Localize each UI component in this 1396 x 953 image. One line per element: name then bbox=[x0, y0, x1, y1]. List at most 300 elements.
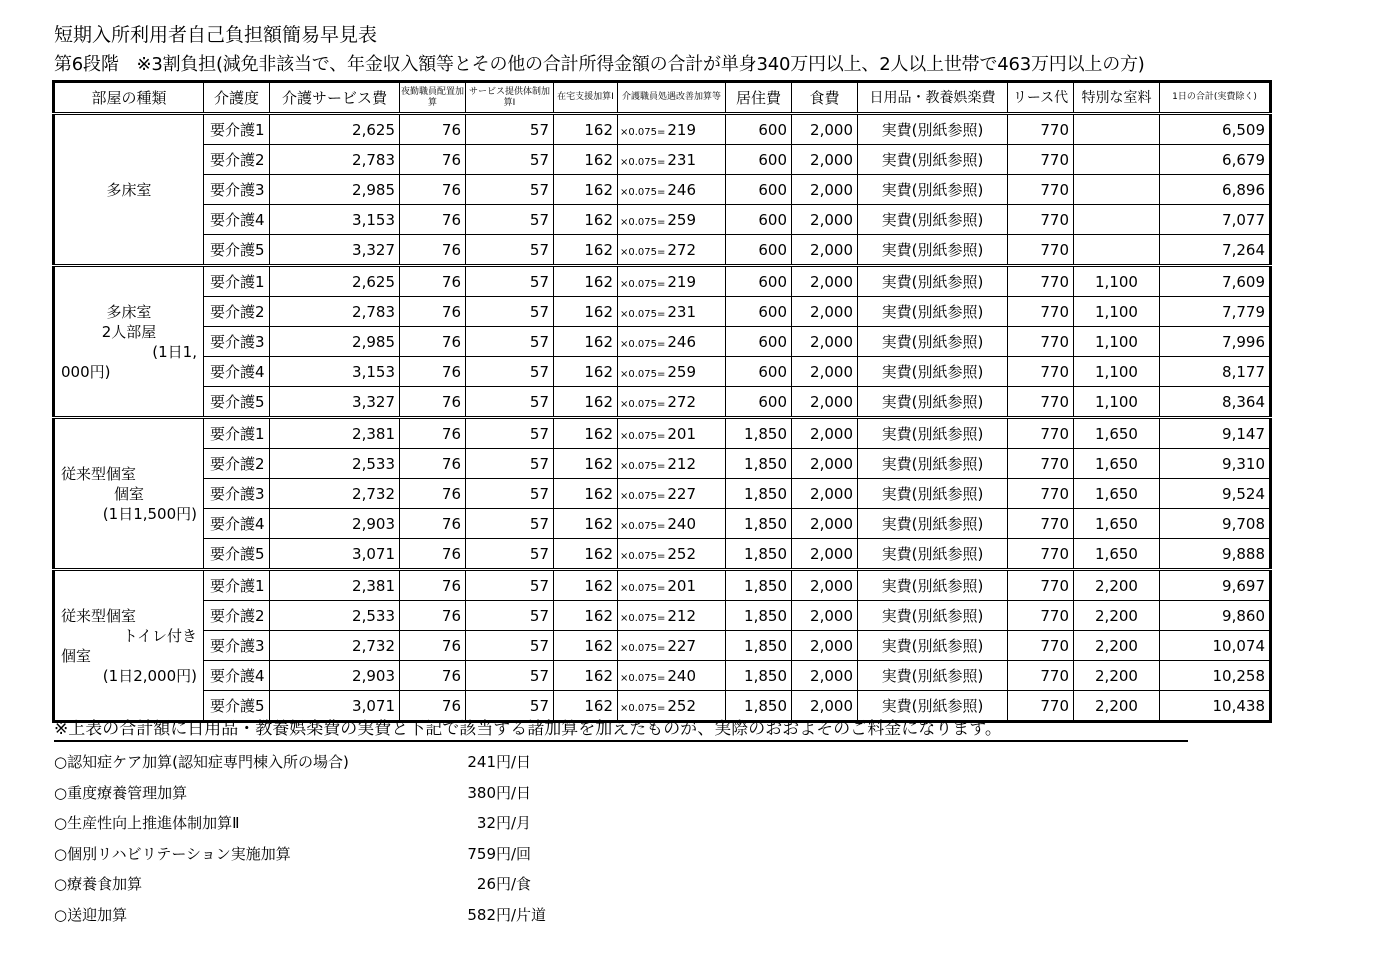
addition-name: ○送迎加算 bbox=[54, 905, 128, 924]
addition-amount: 759 bbox=[467, 844, 496, 863]
room-type-line: 個室 bbox=[113, 484, 144, 503]
lease-cell: 770 bbox=[1008, 661, 1074, 691]
room-type-line: (1日1,500円) bbox=[102, 504, 197, 523]
rate-multiplier: ×0.075= bbox=[620, 612, 666, 624]
meal-cell: 2,000 bbox=[792, 327, 858, 357]
addition-amount: 241 bbox=[467, 753, 496, 771]
service-system-cell: 57 bbox=[466, 449, 554, 479]
service-system-cell: 57 bbox=[466, 357, 554, 387]
residence-cell: 600 bbox=[726, 175, 792, 205]
staff-treatment-value: 240 bbox=[667, 666, 697, 685]
special-room-cell bbox=[1074, 175, 1160, 205]
daily-total-cell: 8,177 bbox=[1160, 357, 1271, 387]
service-system-cell: 57 bbox=[466, 205, 554, 235]
care-level-cell: 要介護1 bbox=[204, 266, 270, 297]
daily-total-cell: 7,077 bbox=[1160, 205, 1271, 235]
special-room-cell: 2,200 bbox=[1074, 691, 1160, 722]
home-support-cell: 162 bbox=[554, 479, 618, 509]
care-level-cell: 要介護5 bbox=[204, 539, 270, 570]
home-support-cell: 162 bbox=[554, 387, 618, 418]
addition-price bbox=[440, 783, 568, 803]
daily-total-cell: 9,524 bbox=[1160, 479, 1271, 509]
staff-treatment-cell bbox=[618, 235, 726, 266]
night-staff-cell: 76 bbox=[400, 297, 466, 327]
addition-amount: 26 bbox=[476, 875, 496, 893]
rate-multiplier: ×0.075= bbox=[620, 338, 666, 350]
rate-multiplier: ×0.075= bbox=[620, 520, 666, 532]
addition-price bbox=[440, 813, 568, 833]
list-item bbox=[54, 783, 654, 814]
meal-cell: 2,000 bbox=[792, 691, 858, 722]
table-row bbox=[54, 297, 1271, 327]
night-staff-cell: 76 bbox=[400, 539, 466, 570]
residence-cell: 600 bbox=[726, 327, 792, 357]
staff-treatment-value: 201 bbox=[667, 424, 697, 443]
staff-treatment-value: 219 bbox=[667, 272, 697, 291]
daily-goods-cell: 実費(別紙参照) bbox=[858, 145, 1008, 175]
table-row bbox=[54, 114, 1271, 145]
meal-cell: 2,000 bbox=[792, 631, 858, 661]
daily-total-cell: 6,509 bbox=[1160, 114, 1271, 145]
staff-treatment-value: 227 bbox=[667, 636, 697, 655]
table-row bbox=[54, 387, 1271, 418]
meal-cell: 2,000 bbox=[792, 601, 858, 631]
header-special-room: 特別な室料 bbox=[1074, 82, 1160, 114]
home-support-cell: 162 bbox=[554, 601, 618, 631]
night-staff-cell: 76 bbox=[400, 479, 466, 509]
special-room-cell bbox=[1074, 235, 1160, 266]
night-staff-cell: 76 bbox=[400, 661, 466, 691]
residence-cell: 600 bbox=[726, 235, 792, 266]
table-row bbox=[54, 539, 1271, 570]
daily-total-cell: 9,708 bbox=[1160, 509, 1271, 539]
footnote: ※上表の合計額に日用品・教養娯楽費の実費と下記で該当する諸加算を加えたものが、実際のおおよそのご料金になります。 bbox=[54, 719, 1002, 739]
service-system-cell: 57 bbox=[466, 479, 554, 509]
staff-treatment-cell bbox=[618, 479, 726, 509]
table-row bbox=[54, 175, 1271, 205]
night-staff-cell: 76 bbox=[400, 691, 466, 722]
staff-treatment-cell bbox=[618, 205, 726, 235]
meal-cell: 2,000 bbox=[792, 266, 858, 297]
staff-treatment-cell bbox=[618, 114, 726, 145]
room-type-line: 従来型個室 bbox=[61, 606, 137, 625]
staff-treatment-value: 212 bbox=[667, 606, 697, 625]
daily-total-cell: 10,258 bbox=[1160, 661, 1271, 691]
service-fee-cell: 3,153 bbox=[270, 357, 400, 387]
residence-cell: 1,850 bbox=[726, 661, 792, 691]
meal-cell: 2,000 bbox=[792, 205, 858, 235]
staff-treatment-value: 212 bbox=[667, 454, 697, 473]
staff-treatment-cell bbox=[618, 266, 726, 297]
home-support-cell: 162 bbox=[554, 297, 618, 327]
daily-goods-cell: 実費(別紙参照) bbox=[858, 449, 1008, 479]
lease-cell: 770 bbox=[1008, 601, 1074, 631]
service-system-cell: 57 bbox=[466, 570, 554, 601]
header-daily-goods: 日用品・教養娯楽費 bbox=[858, 82, 1008, 114]
daily-goods-cell: 実費(別紙参照) bbox=[858, 631, 1008, 661]
header-staff-treatment: 介護職員処遇改善加算等 bbox=[618, 82, 726, 114]
meal-cell: 2,000 bbox=[792, 235, 858, 266]
rate-multiplier: ×0.075= bbox=[620, 642, 666, 654]
staff-treatment-value: 231 bbox=[667, 302, 697, 321]
night-staff-cell: 76 bbox=[400, 601, 466, 631]
rate-multiplier: ×0.075= bbox=[620, 156, 666, 168]
room-type-line: 従来型個室 bbox=[61, 464, 137, 483]
daily-total-cell: 9,860 bbox=[1160, 601, 1271, 631]
lease-cell: 770 bbox=[1008, 266, 1074, 297]
night-staff-cell: 76 bbox=[400, 357, 466, 387]
meal-cell: 2,000 bbox=[792, 145, 858, 175]
addition-price bbox=[440, 905, 568, 925]
staff-treatment-cell bbox=[618, 631, 726, 661]
service-fee-cell: 2,625 bbox=[270, 266, 400, 297]
daily-total-cell: 8,364 bbox=[1160, 387, 1271, 418]
rate-multiplier: ×0.075= bbox=[620, 246, 666, 258]
daily-goods-cell: 実費(別紙参照) bbox=[858, 509, 1008, 539]
residence-cell: 1,850 bbox=[726, 509, 792, 539]
service-system-cell: 57 bbox=[466, 601, 554, 631]
addition-name: ○個別リハビリテーション実施加算 bbox=[54, 844, 291, 863]
lease-cell: 770 bbox=[1008, 327, 1074, 357]
lease-cell: 770 bbox=[1008, 631, 1074, 661]
staff-treatment-value: 240 bbox=[667, 514, 697, 533]
rate-multiplier: ×0.075= bbox=[620, 308, 666, 320]
table-row bbox=[54, 357, 1271, 387]
rate-multiplier: ×0.075= bbox=[620, 672, 666, 684]
room-type-cell bbox=[54, 266, 204, 418]
staff-treatment-cell bbox=[618, 661, 726, 691]
home-support-cell: 162 bbox=[554, 114, 618, 145]
table-row bbox=[54, 509, 1271, 539]
staff-treatment-value: 259 bbox=[667, 210, 697, 229]
lease-cell: 770 bbox=[1008, 145, 1074, 175]
home-support-cell: 162 bbox=[554, 205, 618, 235]
daily-total-cell: 9,697 bbox=[1160, 570, 1271, 601]
daily-goods-cell: 実費(別紙参照) bbox=[858, 266, 1008, 297]
meal-cell: 2,000 bbox=[792, 175, 858, 205]
header-service-system: サービス提供体制加算Ⅰ bbox=[466, 82, 554, 114]
daily-goods-cell: 実費(別紙参照) bbox=[858, 479, 1008, 509]
table-row bbox=[54, 266, 1271, 297]
room-type-line: 多床室 bbox=[106, 302, 152, 321]
service-system-cell: 57 bbox=[466, 539, 554, 570]
residence-cell: 1,850 bbox=[726, 691, 792, 722]
header-residence: 居住費 bbox=[726, 82, 792, 114]
home-support-cell: 162 bbox=[554, 509, 618, 539]
special-room-cell: 1,100 bbox=[1074, 387, 1160, 418]
service-fee-cell: 3,327 bbox=[270, 235, 400, 266]
table-row bbox=[54, 631, 1271, 661]
room-type-cell bbox=[54, 418, 204, 570]
lease-cell: 770 bbox=[1008, 479, 1074, 509]
room-type-line: (1日2,000円) bbox=[102, 666, 197, 685]
daily-total-cell: 6,679 bbox=[1160, 145, 1271, 175]
service-fee-cell: 2,783 bbox=[270, 145, 400, 175]
residence-cell: 1,850 bbox=[726, 449, 792, 479]
staff-treatment-value: 231 bbox=[667, 150, 697, 169]
page-title: 短期入所利用者自己負担額簡易早見表 bbox=[54, 24, 378, 46]
daily-total-cell: 9,147 bbox=[1160, 418, 1271, 449]
staff-treatment-value: 252 bbox=[667, 696, 697, 715]
night-staff-cell: 76 bbox=[400, 175, 466, 205]
staff-treatment-value: 227 bbox=[667, 484, 697, 503]
care-level-cell: 要介護4 bbox=[204, 357, 270, 387]
special-room-cell bbox=[1074, 145, 1160, 175]
addition-unit: 円/日 bbox=[496, 783, 532, 802]
residence-cell: 1,850 bbox=[726, 539, 792, 570]
service-system-cell: 57 bbox=[466, 691, 554, 722]
service-system-cell: 57 bbox=[466, 661, 554, 691]
header-care-level: 介護度 bbox=[204, 82, 270, 114]
addition-unit: 円/月 bbox=[496, 814, 532, 832]
service-fee-cell: 2,985 bbox=[270, 175, 400, 205]
table-row bbox=[54, 327, 1271, 357]
staff-treatment-cell bbox=[618, 327, 726, 357]
additions-list bbox=[54, 752, 654, 935]
daily-total-cell: 10,074 bbox=[1160, 631, 1271, 661]
meal-cell: 2,000 bbox=[792, 479, 858, 509]
service-system-cell: 57 bbox=[466, 266, 554, 297]
residence-cell: 600 bbox=[726, 387, 792, 418]
table-row bbox=[54, 205, 1271, 235]
addition-unit: 円/回 bbox=[496, 844, 532, 863]
care-level-cell: 要介護5 bbox=[204, 387, 270, 418]
service-system-cell: 57 bbox=[466, 145, 554, 175]
residence-cell: 1,850 bbox=[726, 570, 792, 601]
service-fee-cell: 3,071 bbox=[270, 691, 400, 722]
rate-multiplier: ×0.075= bbox=[620, 430, 666, 442]
care-level-cell: 要介護4 bbox=[204, 205, 270, 235]
lease-cell: 770 bbox=[1008, 297, 1074, 327]
table-row bbox=[54, 479, 1271, 509]
care-level-cell: 要介護3 bbox=[204, 479, 270, 509]
rate-multiplier: ×0.075= bbox=[620, 702, 666, 714]
staff-treatment-cell bbox=[618, 175, 726, 205]
lease-cell: 770 bbox=[1008, 449, 1074, 479]
meal-cell: 2,000 bbox=[792, 509, 858, 539]
meal-cell: 2,000 bbox=[792, 114, 858, 145]
staff-treatment-cell bbox=[618, 601, 726, 631]
rate-multiplier: ×0.075= bbox=[620, 278, 666, 290]
room-type-line: 000円) bbox=[61, 362, 111, 381]
lease-cell: 770 bbox=[1008, 570, 1074, 601]
footnote-underline bbox=[54, 740, 1188, 742]
care-level-cell: 要介護5 bbox=[204, 235, 270, 266]
table-row bbox=[54, 418, 1271, 449]
care-level-cell: 要介護1 bbox=[204, 570, 270, 601]
addition-amount: 32 bbox=[476, 814, 496, 832]
staff-treatment-value: 246 bbox=[667, 332, 697, 351]
care-level-cell: 要介護1 bbox=[204, 114, 270, 145]
rate-multiplier: ×0.075= bbox=[620, 550, 666, 562]
residence-cell: 600 bbox=[726, 205, 792, 235]
lease-cell: 770 bbox=[1008, 509, 1074, 539]
home-support-cell: 162 bbox=[554, 418, 618, 449]
service-system-cell: 57 bbox=[466, 418, 554, 449]
addition-price bbox=[440, 844, 568, 864]
addition-price bbox=[440, 874, 568, 894]
care-level-cell: 要介護3 bbox=[204, 631, 270, 661]
home-support-cell: 162 bbox=[554, 570, 618, 601]
night-staff-cell: 76 bbox=[400, 327, 466, 357]
residence-cell: 1,850 bbox=[726, 418, 792, 449]
meal-cell: 2,000 bbox=[792, 570, 858, 601]
service-fee-cell: 2,783 bbox=[270, 297, 400, 327]
daily-goods-cell: 実費(別紙参照) bbox=[858, 570, 1008, 601]
staff-treatment-cell bbox=[618, 297, 726, 327]
daily-total-cell: 9,310 bbox=[1160, 449, 1271, 479]
meal-cell: 2,000 bbox=[792, 357, 858, 387]
service-fee-cell: 2,533 bbox=[270, 449, 400, 479]
care-level-cell: 要介護4 bbox=[204, 661, 270, 691]
special-room-cell bbox=[1074, 114, 1160, 145]
special-room-cell bbox=[1074, 205, 1160, 235]
daily-total-cell: 10,438 bbox=[1160, 691, 1271, 722]
night-staff-cell: 76 bbox=[400, 570, 466, 601]
home-support-cell: 162 bbox=[554, 539, 618, 570]
care-level-cell: 要介護2 bbox=[204, 449, 270, 479]
special-room-cell: 1,650 bbox=[1074, 449, 1160, 479]
room-type-line: 個室 bbox=[61, 646, 92, 665]
staff-treatment-value: 246 bbox=[667, 180, 697, 199]
service-system-cell: 57 bbox=[466, 114, 554, 145]
service-system-cell: 57 bbox=[466, 327, 554, 357]
header-lease: リース代 bbox=[1008, 82, 1074, 114]
service-system-cell: 57 bbox=[466, 509, 554, 539]
service-fee-cell: 2,533 bbox=[270, 601, 400, 631]
home-support-cell: 162 bbox=[554, 327, 618, 357]
night-staff-cell: 76 bbox=[400, 145, 466, 175]
table-row bbox=[54, 601, 1271, 631]
night-staff-cell: 76 bbox=[400, 449, 466, 479]
room-type-line: トイレ付き bbox=[122, 626, 197, 645]
daily-total-cell: 6,896 bbox=[1160, 175, 1271, 205]
header-service-fee: 介護サービス費 bbox=[270, 82, 400, 114]
addition-unit: 円/日 bbox=[496, 753, 532, 771]
staff-treatment-cell bbox=[618, 418, 726, 449]
table-row bbox=[54, 145, 1271, 175]
care-level-cell: 要介護2 bbox=[204, 145, 270, 175]
daily-goods-cell: 実費(別紙参照) bbox=[858, 114, 1008, 145]
staff-treatment-cell bbox=[618, 691, 726, 722]
care-level-cell: 要介護1 bbox=[204, 418, 270, 449]
table-row bbox=[54, 570, 1271, 601]
daily-goods-cell: 実費(別紙参照) bbox=[858, 418, 1008, 449]
lease-cell: 770 bbox=[1008, 357, 1074, 387]
rate-multiplier: ×0.075= bbox=[620, 126, 666, 138]
care-level-cell: 要介護4 bbox=[204, 509, 270, 539]
room-type-line: 2人部屋 bbox=[101, 322, 157, 341]
special-room-cell: 1,100 bbox=[1074, 327, 1160, 357]
lease-cell: 770 bbox=[1008, 175, 1074, 205]
night-staff-cell: 76 bbox=[400, 205, 466, 235]
lease-cell: 770 bbox=[1008, 418, 1074, 449]
service-fee-cell: 2,625 bbox=[270, 114, 400, 145]
night-staff-cell: 76 bbox=[400, 235, 466, 266]
residence-cell: 600 bbox=[726, 297, 792, 327]
special-room-cell: 2,200 bbox=[1074, 631, 1160, 661]
daily-goods-cell: 実費(別紙参照) bbox=[858, 327, 1008, 357]
home-support-cell: 162 bbox=[554, 357, 618, 387]
home-support-cell: 162 bbox=[554, 449, 618, 479]
special-room-cell: 1,650 bbox=[1074, 509, 1160, 539]
special-room-cell: 2,200 bbox=[1074, 601, 1160, 631]
rate-multiplier: ×0.075= bbox=[620, 216, 666, 228]
special-room-cell: 1,650 bbox=[1074, 418, 1160, 449]
addition-name: ○療養食加算 bbox=[54, 875, 143, 893]
daily-goods-cell: 実費(別紙参照) bbox=[858, 297, 1008, 327]
staff-treatment-cell bbox=[618, 357, 726, 387]
staff-treatment-value: 272 bbox=[667, 240, 697, 259]
service-fee-cell: 3,327 bbox=[270, 387, 400, 418]
special-room-cell: 1,100 bbox=[1074, 357, 1160, 387]
list-item bbox=[54, 844, 654, 875]
daily-total-cell: 9,888 bbox=[1160, 539, 1271, 570]
residence-cell: 1,850 bbox=[726, 631, 792, 661]
daily-goods-cell: 実費(別紙参照) bbox=[858, 357, 1008, 387]
daily-total-cell: 7,609 bbox=[1160, 266, 1271, 297]
daily-total-cell: 7,264 bbox=[1160, 235, 1271, 266]
daily-total-cell: 7,996 bbox=[1160, 327, 1271, 357]
daily-goods-cell: 実費(別紙参照) bbox=[858, 235, 1008, 266]
special-room-cell: 1,100 bbox=[1074, 297, 1160, 327]
service-fee-cell: 2,381 bbox=[270, 418, 400, 449]
fee-table-body bbox=[54, 114, 1271, 722]
lease-cell: 770 bbox=[1008, 387, 1074, 418]
service-fee-cell: 2,903 bbox=[270, 661, 400, 691]
list-item bbox=[54, 752, 654, 783]
lease-cell: 770 bbox=[1008, 539, 1074, 570]
service-fee-cell: 2,985 bbox=[270, 327, 400, 357]
home-support-cell: 162 bbox=[554, 145, 618, 175]
care-level-cell: 要介護2 bbox=[204, 297, 270, 327]
daily-goods-cell: 実費(別紙参照) bbox=[858, 601, 1008, 631]
staff-treatment-value: 219 bbox=[667, 120, 697, 139]
service-fee-cell: 2,732 bbox=[270, 479, 400, 509]
residence-cell: 1,850 bbox=[726, 479, 792, 509]
staff-treatment-cell bbox=[618, 570, 726, 601]
addition-unit: 円/片道 bbox=[496, 905, 547, 924]
rate-multiplier: ×0.075= bbox=[620, 368, 666, 380]
addition-name: ○認知症ケア加算(認知症専門棟入所の場合) bbox=[54, 753, 349, 771]
night-staff-cell: 76 bbox=[400, 509, 466, 539]
home-support-cell: 162 bbox=[554, 266, 618, 297]
header-room-type: 部屋の種類 bbox=[54, 82, 204, 114]
residence-cell: 600 bbox=[726, 357, 792, 387]
service-system-cell: 57 bbox=[466, 235, 554, 266]
residence-cell: 600 bbox=[726, 114, 792, 145]
rate-multiplier: ×0.075= bbox=[620, 582, 666, 594]
staff-treatment-value: 272 bbox=[667, 392, 697, 411]
service-system-cell: 57 bbox=[466, 387, 554, 418]
meal-cell: 2,000 bbox=[792, 418, 858, 449]
meal-cell: 2,000 bbox=[792, 297, 858, 327]
meal-cell: 2,000 bbox=[792, 387, 858, 418]
staff-treatment-value: 201 bbox=[667, 576, 697, 595]
rate-multiplier: ×0.075= bbox=[620, 398, 666, 410]
rate-multiplier: ×0.075= bbox=[620, 460, 666, 472]
header-home-support: 在宅支援加算Ⅰ bbox=[554, 82, 618, 114]
special-room-cell: 1,650 bbox=[1074, 479, 1160, 509]
page-subtitle: 第6段階 ※3割負担(減免非該当で、年金収入額等とその他の合計所得金額の合計が単身340万円以上、2人以上世帯で463万円以上の方) bbox=[54, 54, 1145, 75]
home-support-cell: 162 bbox=[554, 631, 618, 661]
residence-cell: 600 bbox=[726, 145, 792, 175]
addition-unit: 円/食 bbox=[496, 875, 532, 893]
list-item bbox=[54, 905, 654, 936]
lease-cell: 770 bbox=[1008, 114, 1074, 145]
lease-cell: 770 bbox=[1008, 235, 1074, 266]
daily-goods-cell: 実費(別紙参照) bbox=[858, 205, 1008, 235]
